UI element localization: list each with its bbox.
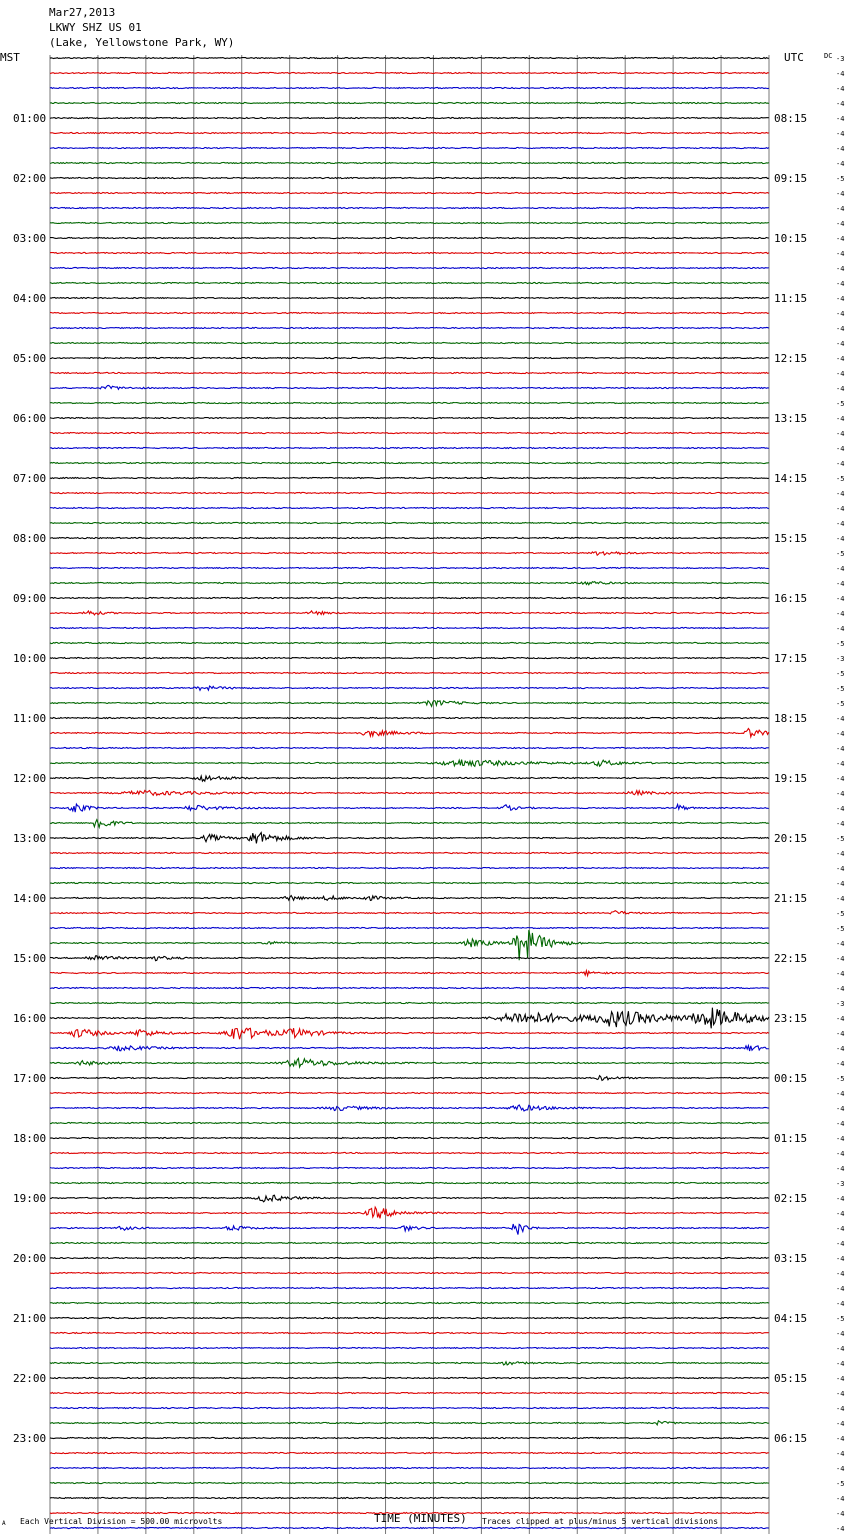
trace-row-38	[50, 627, 769, 628]
dc-offset-label: -5	[836, 400, 845, 408]
dc-offset-label: -4	[836, 445, 845, 453]
trace-row-6	[50, 147, 769, 148]
left-hour-label: 08:00	[13, 532, 47, 545]
dc-offset-label: -5	[836, 670, 845, 678]
dc-offset-label: -4	[836, 130, 845, 138]
trace-row-43	[50, 701, 769, 707]
left-hour-label: 09:00	[13, 592, 47, 605]
dc-offset-label: -5	[836, 640, 845, 648]
dc-offset-label: -4	[836, 1060, 845, 1068]
dc-offset-label: -4	[836, 865, 845, 873]
dc-label: DC	[824, 52, 833, 60]
dc-offset-label: -4	[836, 805, 845, 813]
left-hour-label: 21:00	[13, 1312, 47, 1325]
dc-offset-label: -4	[836, 460, 845, 468]
dc-offset-label: -4	[836, 1120, 845, 1128]
trace-row-61	[50, 971, 769, 976]
right-hour-label: 05:15	[774, 1372, 808, 1385]
left-hour-label: 15:00	[13, 952, 47, 965]
trace-row-40	[50, 657, 769, 658]
header-date: Mar27,2013	[49, 6, 116, 19]
trace-row-35	[50, 582, 769, 585]
left-hour-label: 06:00	[13, 412, 47, 425]
dc-offset-label: -4	[836, 1345, 845, 1353]
trace-row-26	[50, 447, 769, 448]
right-hour-label: 13:15	[774, 412, 808, 425]
trace-row-89	[50, 1392, 769, 1393]
x-axis-title: TIME (MINUTES)	[374, 1512, 467, 1525]
dc-offset-label: -4	[836, 565, 845, 573]
trace-row-62	[50, 987, 769, 988]
dc-offset-label: -4	[836, 430, 845, 438]
dc-offset-label: -5	[836, 175, 845, 183]
left-hour-label: 05:00	[13, 352, 47, 365]
left-hour-label: 20:00	[13, 1252, 47, 1265]
trace-row-13	[50, 252, 769, 253]
dc-offset-label: -4	[836, 325, 845, 333]
dc-offset-label: -5	[836, 685, 845, 693]
trace-row-29	[50, 492, 769, 493]
left-hour-label: 11:00	[13, 712, 47, 725]
trace-row-24	[50, 417, 769, 418]
dc-offset-label: -4	[836, 1030, 845, 1038]
header-station: LKWY SHZ US 01	[49, 21, 142, 34]
dc-offset-label: -4	[836, 295, 845, 303]
right-hour-label: 18:15	[774, 712, 808, 725]
trace-row-22	[50, 385, 769, 389]
trace-row-75	[50, 1182, 769, 1183]
trace-row-7	[50, 162, 769, 163]
dc-offset-label: -4	[836, 1525, 845, 1533]
trace-row-69	[50, 1092, 769, 1093]
dc-offset-label: -4	[836, 1285, 845, 1293]
trace-row-0	[50, 57, 769, 58]
dc-offset-label: -4	[836, 895, 845, 903]
trace-row-9	[50, 192, 769, 193]
left-hour-label: 22:00	[13, 1372, 47, 1385]
right-hour-label: 03:15	[774, 1252, 808, 1265]
trace-row-20	[50, 357, 769, 358]
trace-row-59	[50, 930, 769, 960]
trace-row-28	[50, 477, 769, 478]
trace-row-1	[50, 72, 769, 73]
right-zone-label: UTC	[784, 51, 804, 64]
right-hour-label: 11:15	[774, 292, 808, 305]
dc-offset-label: -3	[836, 1180, 845, 1188]
left-hour-label: 17:00	[13, 1072, 47, 1085]
trace-row-55	[50, 882, 769, 883]
trace-row-79	[50, 1242, 769, 1243]
dc-offset-label: -5	[836, 910, 845, 918]
dc-offset-label: -4	[836, 1465, 845, 1473]
left-hour-label: 01:00	[13, 112, 47, 125]
corner-mark: A	[2, 1520, 6, 1527]
trace-row-72	[50, 1137, 769, 1138]
trace-row-68	[50, 1076, 769, 1081]
seismic-traces	[50, 57, 769, 1534]
trace-row-47	[50, 760, 769, 767]
dc-offset-label: -4	[836, 1510, 845, 1518]
dc-offset-label: -4	[836, 760, 845, 768]
trace-row-93	[50, 1452, 769, 1453]
dc-offset-label: -4	[836, 1450, 845, 1458]
left-hour-label: 19:00	[13, 1192, 47, 1205]
dc-offset-label: -5	[836, 550, 845, 558]
trace-row-45	[50, 728, 769, 736]
dc-offset-label: -3	[836, 655, 845, 663]
dc-offset-label: -4	[836, 115, 845, 123]
trace-row-50	[50, 804, 769, 812]
dc-offset-label: -4	[836, 940, 845, 948]
dc-offset-label: -4	[836, 1135, 845, 1143]
trace-row-21	[50, 372, 769, 373]
left-hour-label: 02:00	[13, 172, 47, 185]
right-hour-labels	[774, 112, 807, 1445]
dc-offset-label: -4	[836, 355, 845, 363]
dc-offset-label: -5	[836, 700, 845, 708]
trace-row-32	[50, 537, 769, 538]
dc-offset-label: -4	[836, 1090, 845, 1098]
dc-offset-label: -4	[836, 250, 845, 258]
trace-row-71	[50, 1122, 769, 1123]
trace-row-65	[50, 1028, 769, 1039]
trace-row-18	[50, 327, 769, 328]
dc-offset-label: -5	[836, 835, 845, 843]
dc-offset-label: -4	[836, 520, 845, 528]
dc-offset-label: -4	[836, 595, 845, 603]
trace-row-17	[50, 312, 769, 313]
trace-row-51	[50, 820, 769, 828]
trace-row-5	[50, 132, 769, 133]
dc-offset-label: -4	[836, 1105, 845, 1113]
trace-row-49	[50, 790, 769, 795]
dc-offset-label: -4	[836, 100, 845, 108]
dc-offset-label: -4	[836, 1210, 845, 1218]
trace-row-98	[50, 1527, 769, 1528]
dc-offset-label: -4	[836, 985, 845, 993]
trace-row-10	[50, 207, 769, 208]
dc-offset-label: -4	[836, 160, 845, 168]
trace-row-87	[50, 1362, 769, 1365]
dc-offset-label: -5	[836, 475, 845, 483]
dc-offset-label: -4	[836, 370, 845, 378]
trace-row-31	[50, 522, 769, 523]
trace-row-90	[50, 1407, 769, 1408]
trace-row-91	[50, 1421, 769, 1425]
dc-offset-label: -4	[836, 625, 845, 633]
dc-offset-label: -4	[836, 775, 845, 783]
left-hour-label: 12:00	[13, 772, 47, 785]
dc-offset-label: -4	[836, 1405, 845, 1413]
right-hour-label: 09:15	[774, 172, 808, 185]
trace-row-4	[50, 117, 769, 118]
trace-row-16	[50, 297, 769, 298]
left-hour-label: 03:00	[13, 232, 47, 245]
right-hour-label: 01:15	[774, 1132, 808, 1145]
dc-offset-label: -5	[836, 925, 845, 933]
dc-offset-label: -4	[836, 850, 845, 858]
left-hour-label: 23:00	[13, 1432, 47, 1445]
left-hour-label: 04:00	[13, 292, 47, 305]
trace-row-19	[50, 342, 769, 343]
trace-row-67	[50, 1058, 769, 1067]
dc-offset-labels	[836, 55, 844, 1534]
dc-offset-label: -3	[836, 55, 845, 63]
trace-row-3	[50, 102, 769, 103]
dc-offset-label: -4	[836, 1330, 845, 1338]
footer-scale-note: Each Vertical Division = 500.00 microvolts	[20, 1517, 223, 1526]
trace-row-81	[50, 1272, 769, 1273]
right-hour-label: 20:15	[774, 832, 808, 845]
right-hour-label: 00:15	[774, 1072, 808, 1085]
dc-offset-label: -4	[836, 1435, 845, 1443]
dc-offset-label: -5	[836, 1315, 845, 1323]
trace-row-44	[50, 717, 769, 718]
dc-offset-label: -4	[836, 820, 845, 828]
trace-row-92	[50, 1437, 769, 1438]
dc-offset-label: -4	[836, 730, 845, 738]
dc-offset-label: -4	[836, 415, 845, 423]
dc-offset-label: -4	[836, 85, 845, 93]
footer-clip-note: Traces clipped at plus/minus 5 vertical divisions	[482, 1517, 719, 1526]
trace-row-56	[50, 896, 769, 901]
trace-row-36	[50, 597, 769, 598]
left-hour-label: 16:00	[13, 1012, 47, 1025]
dc-offset-label: -4	[836, 790, 845, 798]
trace-row-57	[50, 911, 769, 914]
dc-offset-label: -4	[836, 280, 845, 288]
right-hour-label: 22:15	[774, 952, 808, 965]
dc-offset-label: -4	[836, 1360, 845, 1368]
dc-offset-label: -5	[836, 1075, 845, 1083]
left-hour-labels	[13, 112, 46, 1445]
dc-offset-label: -4	[836, 1375, 845, 1383]
trace-row-53	[50, 852, 769, 853]
dc-offset-label: -4	[836, 1165, 845, 1173]
trace-row-78	[50, 1224, 769, 1235]
right-hour-label: 06:15	[774, 1432, 808, 1445]
trace-row-83	[50, 1302, 769, 1303]
dc-offset-label: -4	[836, 880, 845, 888]
trace-row-70	[50, 1105, 769, 1111]
left-hour-label: 07:00	[13, 472, 47, 485]
trace-row-46	[50, 747, 769, 748]
trace-row-8	[50, 177, 769, 178]
dc-offset-label: -4	[836, 220, 845, 228]
trace-row-33	[50, 552, 769, 555]
trace-row-12	[50, 237, 769, 238]
trace-row-58	[50, 927, 769, 928]
trace-row-96	[50, 1497, 769, 1498]
trace-row-48	[50, 776, 769, 781]
trace-row-54	[50, 867, 769, 868]
right-hour-label: 23:15	[774, 1012, 808, 1025]
dc-offset-label: -4	[836, 1420, 845, 1428]
dc-offset-label: -4	[836, 745, 845, 753]
trace-row-37	[50, 611, 769, 615]
right-hour-label: 08:15	[774, 112, 808, 125]
trace-row-30	[50, 507, 769, 508]
trace-row-76	[50, 1195, 769, 1202]
left-hour-label: 18:00	[13, 1132, 47, 1145]
right-hour-label: 21:15	[774, 892, 808, 905]
trace-row-73	[50, 1152, 769, 1153]
dc-offset-label: -4	[836, 535, 845, 543]
trace-row-25	[50, 432, 769, 433]
dc-offset-label: -4	[836, 715, 845, 723]
right-hour-label: 02:15	[774, 1192, 808, 1205]
trace-row-2	[50, 87, 769, 88]
right-hour-label: 10:15	[774, 232, 808, 245]
trace-row-39	[50, 642, 769, 643]
trace-row-77	[50, 1207, 769, 1218]
right-hour-label: 15:15	[774, 532, 808, 545]
dc-offset-label: -4	[836, 1390, 845, 1398]
left-hour-label: 10:00	[13, 652, 47, 665]
trace-row-63	[50, 1002, 769, 1003]
header-location: (Lake, Yellowstone Park, WY)	[49, 36, 235, 49]
dc-offset-label: -5	[836, 1480, 845, 1488]
right-hour-label: 14:15	[774, 472, 808, 485]
dc-offset-label: -4	[836, 1195, 845, 1203]
dc-offset-label: -4	[836, 1150, 845, 1158]
trace-row-86	[50, 1347, 769, 1348]
dc-offset-label: -4	[836, 1495, 845, 1503]
dc-offset-label: -4	[836, 1045, 845, 1053]
dc-offset-label: -4	[836, 1270, 845, 1278]
trace-row-60	[50, 956, 769, 961]
trace-row-42	[50, 686, 769, 690]
dc-offset-label: -4	[836, 235, 845, 243]
dc-offset-label: -4	[836, 1300, 845, 1308]
trace-row-41	[50, 672, 769, 673]
dc-offset-label: -4	[836, 505, 845, 513]
dc-offset-label: -4	[836, 970, 845, 978]
right-hour-label: 17:15	[774, 652, 808, 665]
dc-offset-label: -4	[836, 580, 845, 588]
dc-offset-label: -4	[836, 1015, 845, 1023]
dc-offset-label: -4	[836, 205, 845, 213]
dc-offset-label: -4	[836, 265, 845, 273]
trace-row-85	[50, 1332, 769, 1333]
trace-row-66	[50, 1046, 769, 1051]
trace-row-52	[50, 833, 769, 844]
trace-row-74	[50, 1167, 769, 1168]
trace-row-23	[50, 402, 769, 403]
dc-offset-label: -4	[836, 1255, 845, 1263]
dc-offset-label: -4	[836, 955, 845, 963]
dc-offset-label: -3	[836, 1000, 845, 1008]
dc-offset-label: -4	[836, 385, 845, 393]
dc-offset-label: -4	[836, 70, 845, 78]
right-hour-label: 19:15	[774, 772, 808, 785]
dc-offset-label: -4	[836, 1225, 845, 1233]
left-hour-label: 14:00	[13, 892, 47, 905]
trace-row-15	[50, 282, 769, 283]
right-hour-label: 16:15	[774, 592, 808, 605]
trace-row-82	[50, 1287, 769, 1288]
dc-offset-label: -4	[836, 610, 845, 618]
trace-row-80	[50, 1257, 769, 1258]
dc-offset-label: -4	[836, 490, 845, 498]
trace-row-11	[50, 222, 769, 223]
left-zone-label: MST	[0, 51, 20, 64]
trace-row-64	[50, 1008, 769, 1029]
dc-offset-label: -4	[836, 340, 845, 348]
trace-row-84	[50, 1317, 769, 1318]
dc-offset-label: -4	[836, 190, 845, 198]
left-hour-label: 13:00	[13, 832, 47, 845]
dc-offset-label: -4	[836, 145, 845, 153]
trace-row-34	[50, 567, 769, 568]
dc-offset-label: -4	[836, 1240, 845, 1248]
trace-row-94	[50, 1467, 769, 1468]
trace-row-95	[50, 1482, 769, 1483]
right-hour-label: 04:15	[774, 1312, 808, 1325]
dc-offset-label: -4	[836, 310, 845, 318]
trace-row-27	[50, 462, 769, 463]
trace-row-88	[50, 1377, 769, 1378]
trace-row-14	[50, 267, 769, 268]
right-hour-label: 12:15	[774, 352, 808, 365]
